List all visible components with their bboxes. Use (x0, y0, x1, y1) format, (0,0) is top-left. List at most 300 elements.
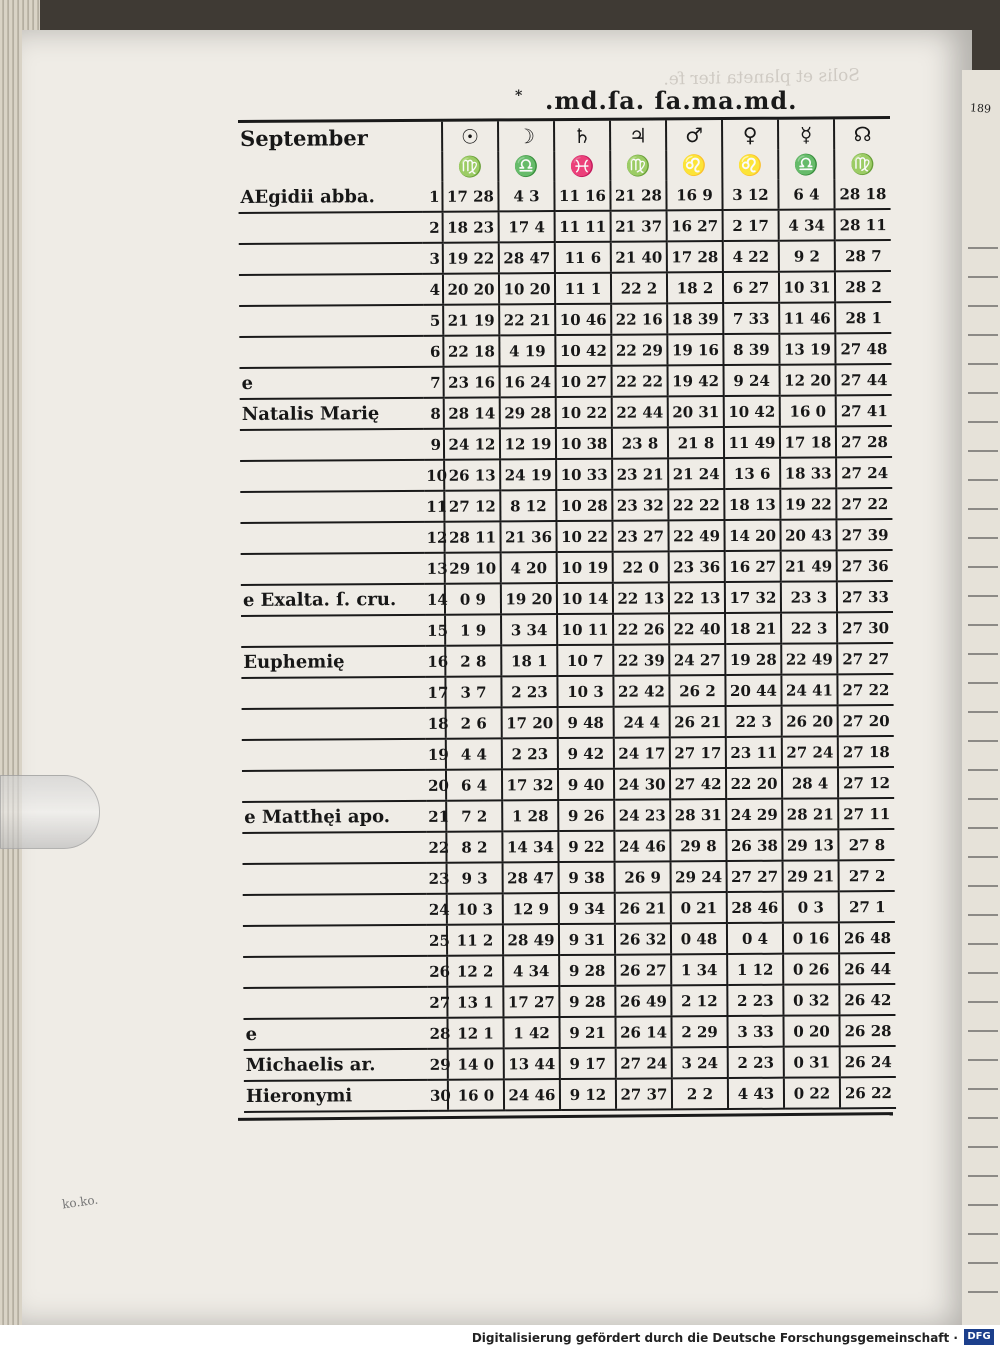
position-value: 27 41 (836, 395, 892, 426)
position-value: 10 3 (557, 676, 613, 707)
position-value: 27 27 (837, 643, 893, 674)
sign-row-blank (238, 152, 422, 183)
table-row (242, 705, 894, 740)
position-value: 1 34 (671, 954, 727, 985)
position-value: 26 2 (669, 675, 725, 706)
day-number: 21 (426, 801, 446, 832)
position-value: 24 12 (444, 428, 500, 459)
zodiac-sign-icon: ♍ (834, 149, 890, 179)
position-value: 10 38 (556, 428, 612, 459)
position-value: 16 0 (780, 395, 836, 426)
footer-bar (0, 1325, 1000, 1352)
position-value: 29 21 (783, 860, 839, 891)
position-value: 26 21 (670, 706, 726, 737)
position-value: 26 14 (615, 1016, 671, 1047)
position-value: 27 12 (838, 767, 894, 798)
position-value: 10 33 (556, 459, 612, 490)
day-number: 20 (426, 770, 446, 801)
zodiac-sign-icon: ♍ (610, 150, 666, 180)
position-value: 24 30 (614, 768, 670, 799)
position-value: 11 46 (779, 302, 835, 333)
margin-note: ko.ko. (61, 1192, 100, 1212)
position-value: 10 42 (555, 335, 611, 366)
position-value: 13 1 (447, 986, 503, 1017)
feast-name (241, 553, 425, 585)
position-value: 22 0 (613, 551, 669, 582)
position-value: 9 17 (560, 1048, 616, 1079)
position-value: 19 28 (725, 644, 781, 675)
position-value: 19 42 (668, 365, 724, 396)
position-value: 19 22 (780, 488, 836, 519)
position-value: 28 11 (444, 521, 500, 552)
position-value: 12 9 (503, 893, 559, 924)
table-row (241, 674, 893, 709)
position-value: 9 2 (779, 240, 835, 271)
position-value: 8 2 (446, 831, 502, 862)
position-value: 29 28 (500, 397, 556, 428)
position-value: 4 34 (779, 209, 835, 240)
position-value: 28 2 (835, 271, 891, 302)
position-value: 18 23 (443, 211, 499, 242)
position-value: 9 48 (558, 707, 614, 738)
feast-name (243, 925, 427, 957)
day-number: 30 (428, 1080, 448, 1111)
feast-name (243, 863, 427, 895)
feast-name: e (243, 1018, 427, 1050)
position-value: 0 4 (727, 923, 783, 954)
position-value: 9 28 (559, 955, 615, 986)
table-row (241, 550, 893, 585)
position-value: 12 20 (780, 364, 836, 395)
position-value: 1 12 (727, 954, 783, 985)
day-number: 27 (427, 987, 447, 1018)
position-value: 9 28 (559, 986, 615, 1017)
position-value: 24 46 (504, 1079, 560, 1110)
position-value: 0 48 (671, 923, 727, 954)
position-value: 18 1 (501, 645, 557, 676)
position-value: 20 44 (725, 675, 781, 706)
feast-name (243, 956, 427, 988)
position-value: 26 21 (615, 892, 671, 923)
position-value: 18 21 (725, 613, 781, 644)
day-header-blank (422, 120, 442, 152)
position-value: 22 21 (499, 304, 555, 335)
position-value: 22 16 (611, 303, 667, 334)
table-row (242, 767, 894, 802)
feast-name (242, 770, 426, 802)
position-value: 3 34 (501, 614, 557, 645)
table-row (239, 271, 891, 306)
position-value: 9 3 (447, 862, 503, 893)
position-value: 24 19 (500, 459, 556, 490)
position-value: 27 24 (836, 457, 892, 488)
ephemeris-table-wrap (238, 116, 894, 1113)
position-value: 29 8 (670, 830, 726, 861)
table-row (240, 457, 892, 492)
table-row (243, 953, 895, 988)
position-value: 21 19 (443, 304, 499, 335)
position-value: 2 8 (445, 645, 501, 676)
day-number: 17 (425, 677, 445, 708)
position-value: 16 24 (500, 366, 556, 397)
position-value: 21 49 (781, 550, 837, 581)
position-value: 9 21 (559, 1017, 615, 1048)
position-value: 24 29 (726, 799, 782, 830)
position-value: 24 41 (781, 674, 837, 705)
position-value: 10 22 (556, 521, 612, 552)
table-row (240, 488, 892, 523)
position-value: 10 7 (557, 645, 613, 676)
feast-name: Hieronymi (244, 1080, 428, 1112)
position-value: 28 4 (782, 767, 838, 798)
zodiac-sign-icon: ♎ (778, 149, 834, 179)
position-value: 3 33 (727, 1016, 783, 1047)
ephemeris-rows (238, 179, 896, 1112)
day-number: 16 (425, 646, 445, 677)
position-value: 27 12 (444, 490, 500, 521)
position-value: 12 19 (500, 428, 556, 459)
day-number: 18 (426, 708, 446, 739)
feast-name: Natalis Marię (240, 398, 424, 430)
position-value: 0 20 (783, 1015, 839, 1046)
feast-name (242, 708, 426, 740)
position-value: 17 4 (499, 211, 555, 242)
position-value: 22 22 (612, 365, 668, 396)
day-number: 22 (426, 832, 446, 863)
table-row (243, 922, 895, 957)
position-value: 23 11 (726, 737, 782, 768)
position-value: 27 27 (727, 861, 783, 892)
position-value: 27 17 (670, 737, 726, 768)
table-row (242, 798, 894, 833)
position-value: 27 33 (837, 581, 893, 612)
position-value: 2 23 (728, 1047, 784, 1078)
position-value: 24 4 (614, 706, 670, 737)
position-value: 26 42 (839, 984, 895, 1015)
position-value: 24 17 (614, 737, 670, 768)
position-value: 22 29 (611, 334, 667, 365)
day-number: 4 (423, 274, 443, 305)
position-value: 26 38 (726, 830, 782, 861)
position-value: 3 24 (672, 1047, 728, 1078)
position-value: 6 27 (723, 272, 779, 303)
position-value: 13 44 (504, 1048, 560, 1079)
position-value: 9 38 (559, 862, 615, 893)
position-value: 27 44 (836, 364, 892, 395)
table-row (239, 302, 891, 337)
day-number: 3 (423, 243, 443, 274)
position-value: 27 42 (670, 768, 726, 799)
position-value: 19 20 (501, 583, 557, 614)
day-number: 14 (425, 584, 445, 615)
day-number: 28 (427, 1018, 447, 1049)
table-row (241, 581, 893, 616)
plastic-page-clip (0, 775, 100, 849)
table-row (239, 240, 891, 275)
feast-name (240, 460, 424, 492)
position-value: 22 40 (669, 613, 725, 644)
position-value: 17 20 (502, 707, 558, 738)
position-value: 17 28 (442, 181, 498, 211)
position-value: 28 31 (670, 799, 726, 830)
day-number: 10 (424, 460, 444, 491)
day-number: 15 (425, 615, 445, 646)
feast-name: Michaelis ar. (244, 1049, 428, 1081)
position-value: 14 34 (502, 831, 558, 862)
feast-name: Euphemię (241, 646, 425, 678)
position-value: 26 32 (615, 923, 671, 954)
day-number: 6 (423, 336, 443, 367)
position-value: 22 26 (613, 613, 669, 644)
position-value: 10 46 (555, 304, 611, 335)
position-value: 6 4 (446, 769, 502, 800)
position-value: 21 40 (611, 241, 667, 272)
position-value: 24 27 (669, 644, 725, 675)
table-row (239, 333, 891, 368)
position-value: 9 42 (558, 738, 614, 769)
position-value: 9 26 (558, 800, 614, 831)
day-number: 5 (423, 305, 443, 336)
position-value: 27 30 (837, 612, 893, 643)
table-row (238, 179, 890, 213)
day-number: 24 (427, 894, 447, 925)
position-value: 13 6 (724, 458, 780, 489)
position-value: 24 23 (614, 799, 670, 830)
position-value: 27 8 (838, 829, 894, 860)
position-value: 23 8 (612, 427, 668, 458)
position-value: 10 28 (556, 490, 612, 521)
table-row (244, 1046, 896, 1081)
table-row (241, 612, 893, 647)
planet-symbol-icon: ☉ (442, 120, 498, 152)
day-number: 8 (424, 398, 444, 429)
month-label: September (238, 120, 422, 153)
position-value: 27 22 (837, 674, 893, 705)
position-value: 22 22 (668, 489, 724, 520)
position-value: 26 13 (444, 459, 500, 490)
position-value: 0 9 (445, 583, 501, 614)
position-value: 26 20 (782, 705, 838, 736)
dfg-logo: DFG (964, 1329, 994, 1345)
feast-name: e Matthęi apo. (242, 801, 426, 833)
position-value: 12 1 (447, 1017, 503, 1048)
table-row (243, 984, 895, 1019)
position-value: 22 13 (669, 582, 725, 613)
position-value: 22 44 (612, 396, 668, 427)
planet-symbol-icon: ♀ (722, 118, 778, 150)
position-value: 22 39 (613, 644, 669, 675)
position-value: 27 39 (836, 519, 892, 550)
position-value: 16 27 (725, 551, 781, 582)
position-value: 23 3 (781, 581, 837, 612)
position-value: 10 19 (557, 552, 613, 583)
position-value: 28 47 (499, 242, 555, 273)
position-value: 8 12 (500, 490, 556, 521)
position-value: 17 28 (667, 241, 723, 272)
table-row (240, 519, 892, 554)
position-value: 27 37 (616, 1078, 672, 1109)
position-value: 16 9 (666, 180, 722, 210)
position-value: 26 24 (840, 1046, 896, 1077)
position-value: 26 28 (839, 1015, 895, 1046)
feast-name (240, 429, 424, 461)
planet-symbol-icon: ☽ (498, 120, 554, 152)
position-value: 10 11 (557, 614, 613, 645)
position-value: 7 33 (723, 303, 779, 334)
position-value: 20 31 (668, 396, 724, 427)
zodiac-sign-row (238, 149, 890, 183)
position-value: 9 24 (724, 365, 780, 396)
position-value: 22 18 (443, 335, 499, 366)
table-row (240, 395, 892, 430)
position-value: 21 8 (668, 427, 724, 458)
next-page-number: 189 (969, 101, 992, 116)
table-row (242, 829, 894, 864)
position-value: 17 18 (780, 426, 836, 457)
position-value: 0 32 (783, 984, 839, 1015)
position-value: 27 2 (839, 860, 895, 891)
position-value: 10 42 (724, 396, 780, 427)
position-value: 1 9 (445, 614, 501, 645)
position-value: 29 10 (445, 552, 501, 583)
position-value: 27 1 (839, 891, 895, 922)
position-value: 9 12 (560, 1079, 616, 1110)
position-value: 4 34 (503, 955, 559, 986)
position-value: 11 1 (555, 273, 611, 304)
position-value: 14 0 (448, 1048, 504, 1079)
position-value: 6 4 (778, 179, 834, 209)
footer-credit: Digitalisierung gefördert durch die Deutsche Forschungsgemeinschaft · (471, 1331, 958, 1345)
planet-symbol-icon: ☿ (778, 118, 834, 150)
position-value: 10 22 (556, 397, 612, 428)
position-value: 17 32 (502, 769, 558, 800)
position-value: 17 32 (725, 582, 781, 613)
position-value: 28 18 (834, 179, 890, 209)
position-value: 21 36 (500, 521, 556, 552)
feast-name (241, 677, 425, 709)
position-value: 27 20 (838, 705, 894, 736)
position-value: 2 6 (446, 707, 502, 738)
position-value: 27 36 (837, 550, 893, 581)
position-value: 2 17 (723, 210, 779, 241)
position-value: 28 14 (444, 397, 500, 428)
table-row (244, 1077, 896, 1112)
position-value: 18 33 (780, 457, 836, 488)
position-value: 22 42 (613, 675, 669, 706)
position-value: 4 22 (723, 241, 779, 272)
position-value: 1 42 (503, 1017, 559, 1048)
running-head (515, 86, 798, 115)
position-value: 3 7 (445, 676, 501, 707)
table-row (243, 860, 895, 895)
position-value: 0 22 (784, 1077, 840, 1108)
planet-symbol-icon: ♄ (554, 119, 610, 151)
feast-name (243, 987, 427, 1019)
day-number: 11 (424, 491, 444, 522)
position-value: 27 24 (616, 1047, 672, 1078)
position-value: 10 14 (557, 583, 613, 614)
position-value: 10 20 (499, 273, 555, 304)
position-value: 0 21 (671, 892, 727, 923)
position-value: 28 1 (835, 302, 891, 333)
day-number: 2 (423, 212, 443, 243)
feast-name (239, 243, 423, 275)
position-value: 27 22 (836, 488, 892, 519)
position-value: 9 22 (558, 831, 614, 862)
position-value: 0 31 (784, 1046, 840, 1077)
position-value: 27 11 (838, 798, 894, 829)
position-value: 13 19 (779, 333, 835, 364)
position-value: 0 26 (783, 953, 839, 984)
feast-name: e (240, 367, 424, 399)
position-value: 26 22 (840, 1077, 896, 1108)
position-value: 11 11 (555, 211, 611, 242)
position-value: 16 27 (667, 210, 723, 241)
position-value: 11 6 (555, 242, 611, 273)
feast-name (239, 336, 423, 368)
position-value: 9 40 (558, 769, 614, 800)
sign-row-day-blank (422, 152, 442, 182)
table-row (242, 736, 894, 771)
planet-symbol-icon: ♂ (666, 119, 722, 151)
position-value: 27 28 (836, 426, 892, 457)
zodiac-sign-icon: ♍ (442, 151, 498, 181)
position-value: 28 7 (835, 240, 891, 271)
day-number: 12 (424, 522, 444, 553)
position-value: 7 2 (446, 800, 502, 831)
position-value: 28 49 (503, 924, 559, 955)
feast-name (240, 491, 424, 523)
ephemeris-table (238, 116, 896, 1113)
feast-name (242, 739, 426, 771)
day-number: 26 (427, 956, 447, 987)
table-row (240, 364, 892, 399)
position-value: 10 31 (779, 271, 835, 302)
feast-name (241, 615, 425, 647)
position-value: 22 13 (613, 582, 669, 613)
position-value: 4 43 (728, 1078, 784, 1109)
position-value: 27 48 (835, 333, 891, 364)
position-value: 12 2 (447, 955, 503, 986)
day-number: 9 (424, 429, 444, 460)
position-value: 14 20 (724, 520, 780, 551)
day-number: 29 (428, 1049, 448, 1080)
position-value: 26 27 (615, 954, 671, 985)
feast-name: e Exalta. ſ. cru. (241, 584, 425, 616)
next-page-table-edge (968, 220, 998, 1320)
zodiac-sign-icon: ♎ (498, 151, 554, 181)
planet-symbol-row (238, 118, 890, 153)
day-number: 13 (425, 553, 445, 584)
position-value: 2 23 (501, 676, 557, 707)
position-value: 19 22 (443, 242, 499, 273)
position-value: 26 44 (839, 953, 895, 984)
position-value: 8 39 (723, 334, 779, 365)
position-value: 2 23 (502, 738, 558, 769)
position-value: 23 36 (669, 551, 725, 582)
running-head-mark: * (515, 88, 524, 104)
position-value: 11 16 (554, 181, 610, 211)
feast-name (239, 212, 423, 244)
position-value: 2 12 (671, 985, 727, 1016)
table-row (243, 891, 895, 926)
position-value: 2 29 (671, 1016, 727, 1047)
position-value: 26 49 (615, 985, 671, 1016)
position-value: 21 37 (611, 210, 667, 241)
position-value: 9 31 (559, 924, 615, 955)
position-value: 4 20 (501, 552, 557, 583)
position-value: 22 2 (611, 272, 667, 303)
